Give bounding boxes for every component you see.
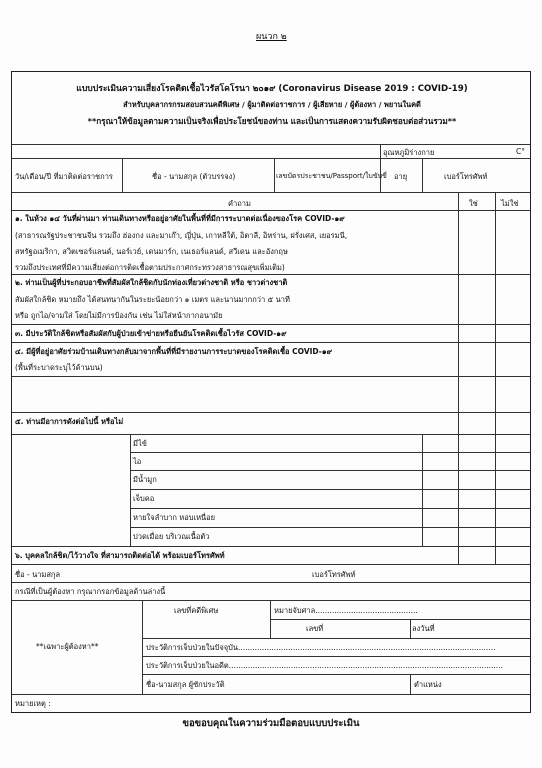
position-label: ตำแหน่ง [414, 680, 442, 689]
warrant-number-label: เลขที่ [306, 624, 324, 633]
annex-label: ผนวก ๒ [256, 32, 287, 42]
form-subtitle: สำหรับบุคลากรกรมสอบสวนคดีพิเศษ / ผู้มาติดต่อราชการ / ผู้เสียหาย / ผู้ต้องหา / พยานในคดี [123, 100, 421, 109]
suspect-instruction: กรณีที่เป็นผู้ต้องหา กรุณากรอกข้อมูลด้านล่างนี้ [15, 587, 166, 596]
question-1-detail-1: (สาธารณรัฐประชาชนจีน รวมถึง ฮ่องกง และมาเก๊า, ญี่ปุ่น, เกาหลีใต้, อิตาลี, อิหร่าน, ฝรั่งเศส, เยอรมนี, [15, 231, 348, 240]
question-6: ๖. บุคคลใกล้ชิด/ไว้วางใจ ที่สามารถติดต่อได้ พร้อมเบอร์โทรศัพท์ [15, 551, 225, 560]
symptom-breathing: หายใจลำบาก หอบเหนื่อย [133, 513, 216, 522]
contact-name-label: ชื่อ - นามสกุล [15, 570, 61, 579]
id-number-header: เลขบัตรประชาชน/Passport/ใบขับขี่ [276, 172, 387, 180]
symptom-cough: ไอ [133, 457, 142, 466]
question-1-detail-3: รวมถึงประเทศที่มีความเสี่ยงต่อการติดเชื้อตามประกาศกระทรวงสาธารณสุขเพิ่มเติม) [15, 263, 285, 272]
current-illness-label: ประวัติการเจ็บป่วยในปัจจุบัน............................................................................................................ [146, 643, 496, 652]
suspect-only-label: **เฉพาะผู้ต้องหา** [36, 642, 99, 651]
past-illness-label: ประวัติการเจ็บป่วยในอดีต................................................................................................................... [146, 661, 503, 670]
symptom-body-ache: ปวดเมื่อย บริเวณเนื้อตัว [133, 532, 210, 541]
date-visit-header: วัน/เดือน/ปี ที่มาติดต่อราชการ [15, 172, 113, 181]
question-3: ๓. มีประวัติใกล้ชิดหรือสัมผัสกับผู้ป่วยเข้าข่ายหรือยืนยันโรคติดเชื้อไวรัส COVID-๑๙ [15, 329, 287, 338]
yes-header: ใช่ [469, 199, 478, 208]
question-1-detail-2: สหรัฐอเมริกา, สวิตเซอร์แลนด์, นอร์เวย์, เดนมาร์ก, เนเธอร์แลนด์, สวีเดน และอังกฤษ [15, 247, 288, 256]
symptom-runny-nose: มีน้ำมูก [133, 475, 157, 484]
interviewer-label: ชื่อ-นามสกุล ผู้ซักประวัติ [146, 680, 225, 689]
question-4: ๔. มีผู้ที่อยู่อาศัยร่วมบ้านเดินทางกลับมาจากพื้นที่ที่มีรายงานการระบาดของโรคติดเชื้อ COVID-๑๙ [15, 347, 333, 356]
question-5: ๕. ท่านมีอาการดังต่อไปนี้ หรือไม่ [15, 417, 124, 426]
question-1: ๑. ในห้วง ๑๔ วันที่ผ่านมา ท่านเดินทางหรืออยู่อาศัยในพื้นที่ที่มีการระบาดต่อเนื่องของโรค COVID-๑๙ [15, 214, 345, 223]
age-header: อายุ [394, 172, 408, 181]
temperature-label: อุณหภูมิร่างกาย [383, 148, 435, 157]
form-frame [11, 71, 531, 713]
thank-you-footer: ขอขอบคุณในความร่วมมือตอบแบบประเมิน [182, 718, 360, 729]
warrant-label: หมายจับศาล........................................... [274, 606, 418, 615]
no-header: ไม่ใช่ [501, 199, 519, 208]
question-4-detail: (พื้นที่ระบาดระบุไว้ด้านบน) [15, 363, 103, 372]
question-2-detail-1: สัมผัสใกล้ชิด หมายถึง ได้สนทนากันในระยะน้อยกว่า ๑ เมตร และนานมากกว่า ๕ นาที [15, 295, 290, 304]
form-title: แบบประเมินความเสี่ยงโรคติดเชื้อไวรัสโคโรนา ๒๐๑๙ (Coronavirus Disease 2019 : COVID-19) [76, 84, 468, 94]
phone-header: เบอร์โทรศัพท์ [444, 172, 488, 181]
symptom-fever: มีไข้ [133, 439, 147, 448]
case-number-label: เลขที่คดีพิเศษ [174, 606, 219, 615]
contact-phone-label: เบอร์โทรศัพท์ [312, 570, 356, 579]
form-notice: **กรุณาให้ข้อมูลตามความเป็นจริงเพื่อประโยชน์ของท่าน และเป็นการแสดงความรับผิดชอบต่อส่วนรวม** [87, 116, 457, 126]
symptom-sore-throat: เจ็บคอ [133, 494, 155, 503]
question-2: ๒. ท่านเป็นผู้ที่ประกอบอาชีพที่สัมผัสใกล้ชิดกับนักท่องเที่ยวต่างชาติ หรือ ชาวต่างชาติ [15, 278, 288, 287]
remark-label: หมายเหตุ : [15, 699, 51, 708]
celsius-label: C° [516, 147, 525, 156]
warrant-date-label: ลงวันที่ [412, 624, 435, 633]
question-header: คำถาม [228, 199, 251, 208]
question-2-detail-2: หรือ ถูกไอ/จามใส่ โดยไม่มีการป้องกัน เช่น ไม่ใส่หน้ากากอนามัย [15, 311, 223, 320]
name-header: ชื่อ - นามสกุล (ตัวบรรจง) [152, 172, 236, 181]
